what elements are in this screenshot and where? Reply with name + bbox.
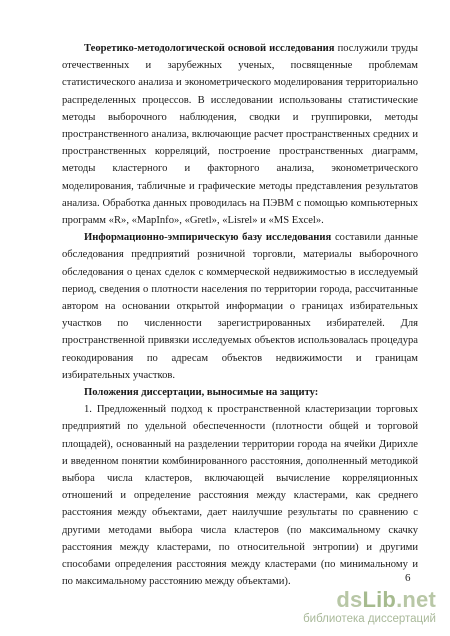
paragraph-text: 1. Предложенный подход к пространственной кластеризации торговых предприятий по удельной обеспеченности (плотности общей и торговой площадей), основанный на разделении территории города на ячейки Дирихле и введенном понятии комбинированного расстояния, дополненный методикой выбора числа кластеров, включающей вычисление корреляционных отношений и определение расстояния между кластерами, как среднего расстояния между объектами, дает наилучшие результаты по сравнению с другими методами выбора числа кластеров (по максимальному скачку расстояния между кластерами, по относительной энтропии) и другими способами определения расстояния между кластерами (по минимальному и по максимальному расстоянию между объектами). <box>62 404 418 588</box>
watermark-subtitle: библиотека диссертаций <box>303 613 436 625</box>
section-heading: Положения диссертации, выносимые на защиту: <box>84 387 319 399</box>
document-body <box>62 40 418 591</box>
paragraph-methodology <box>62 40 418 229</box>
paragraph-lead: Информационно-эмпирическую базу исследования <box>84 232 332 244</box>
paragraph-point-1 <box>62 401 418 590</box>
page-number: 6 <box>405 572 411 584</box>
paragraph-text: послужили труды отечественных и зарубежных ученых, посвященные проблемам статистического анализа и эконометрического моделирования территориально распределенных процессов. В исследовании использованы статистические методы выборочного наблюдения, сводки и группировки, методы пространственного анализа, включающие расчет пространственных средних и пространственных корреляций, построение пространственных диаграмм, методы кластерного и факторного анализа, эконометрического моделирования, табличные и графические методы представления результатов анализа. Обработка данных проводилась на ПЭВМ с помощью компьютерных программ «R», «MapInfo», «Gretl», «Lisrel» и «MS Excel». <box>62 43 419 227</box>
watermark-logo: dsLib.net <box>336 587 436 612</box>
paragraph-lead: Теоретико-методологической основой исследования <box>84 43 335 54</box>
paragraph-empirical-base <box>62 229 418 384</box>
paragraph-defense-heading <box>62 384 418 401</box>
watermark <box>303 589 436 626</box>
paragraph-text: составили данные обследования предприятий розничной торговли, материалы выборочного обследования о ценах сделок с коммерческой недвижимостью в исследуемый период, сведения о плотности населения по территории города, рассчитанные автором на основании открытой информации о границах избирательных участков по численности зарегистрированных избирателей. Для пространственной привязки исследуемых объектов использовалась процедура геокодирования по адресам объектов недвижимости и границам избирательных участков. <box>62 232 418 381</box>
